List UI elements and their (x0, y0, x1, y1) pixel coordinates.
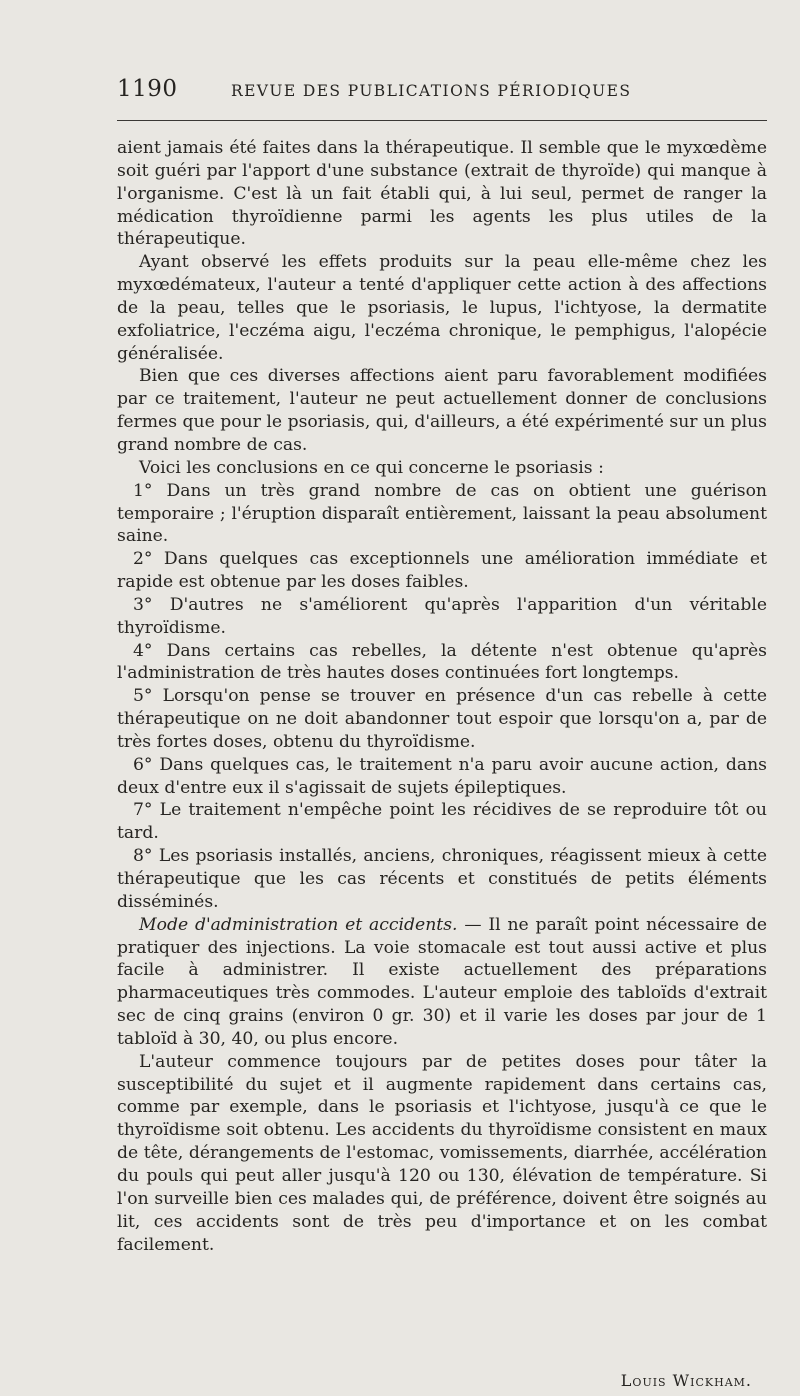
page-number: 1190 (117, 76, 178, 102)
conclusion-3: 3° D'autres ne s'améliorent qu'après l'apparition d'un véritable thyroïdisme. (117, 594, 767, 638)
article-body (117, 137, 767, 1256)
conclusion-6: 6° Dans quelques cas, le traitement n'a paru avoir aucune action, dans deux d'entre eux il s'agissait de sujets épileptiques. (117, 754, 767, 798)
header-rule (117, 120, 767, 121)
administration-text: — Il ne paraît point nécessaire de pratiquer des injections. La voie stomacale est tout aussi active et plus facile à administrer. Il existe actuellement des préparations pharmaceutiques très commodes. L'auteur emploie des tabloïds d'extrait sec de cinq grains (environ 0 gr. 30) et il varie les doses par jour de 1 tabloïd à 30, 40, ou plus encore. (117, 914, 767, 1049)
paragraph-2: Ayant observé les effets produits sur la peau elle-même chez les myxœdémateux, l'auteur a tenté d'appliquer cette action à des affections de la peau, telles que le psoriasis, le lupus, l'ichtyose, la dermatite exfoliatrice, l'eczéma aigu, l'eczéma chronique, le pemphigus, l'alopécie généralisée. (117, 252, 767, 364)
conclusion-1: 1° Dans un très grand nombre de cas on obtient une guérison temporaire ; l'éruption disparaît entièrement, laissant la peau absolument saine. (117, 480, 767, 547)
conclusion-8: 8° Les psoriasis installés, anciens, chroniques, réagissent mieux à cette thérapeutique que les cas récents et constitués de petits éléments disséminés. (117, 846, 767, 912)
paragraph-3: Bien que ces diverses affections aient paru favorablement modifiées par ce traitement, l'auteur ne peut actuellement donner de conclusions fermes que pour le psoriasis, qui, d'ailleurs, a été expérimenté sur un plus grand nombre de cas. (117, 366, 767, 455)
running-head: REVUE DES PUBLICATIONS PÉRIODIQUES (231, 82, 632, 100)
paragraph-4: Voici les conclusions en ce qui concerne le psoriasis : (139, 457, 604, 478)
conclusion-4: 4° Dans certains cas rebelles, la détente n'est obtenue qu'après l'administration de très hautes doses continuées fort longtemps. (117, 640, 767, 684)
conclusion-5: 5° Lorsqu'on pense se trouver en présence d'un cas rebelle à cette thérapeutique on ne doit abandonner tout espoir que lorsqu'on a, par de très fortes doses, obtenu du thyroïdisme. (117, 686, 767, 752)
conclusion-2: 2° Dans quelques cas exceptionnels une amélioration immédiate et rapide est obtenue par les doses faibles. (117, 549, 767, 593)
author-signature: Louis Wickham. (620, 1371, 752, 1390)
section-heading: Mode d'administration et accidents. (139, 914, 458, 935)
conclusion-7: 7° Le traitement n'empêche point les récidives de se reproduire tôt ou tard. (117, 800, 767, 844)
paragraph-1: aient jamais été faites dans la thérapeutique. Il semble que le myxœdème soit guéri par l'apport d'une substance (extrait de thyroïde) qui manque à l'organisme. C'est là un fait établi qui, à lui seul, permet de ranger la médication thyroïdienne parmi les agents les plus utiles de la thérapeutique. (117, 138, 767, 250)
page-header (117, 76, 767, 106)
paragraph-administration (117, 914, 767, 1051)
paragraph-6: L'auteur commence toujours par de petites doses pour tâter la susceptibilité du sujet et il augmente rapidement dans certains cas, comme par exemple, dans le psoriasis et l'ichtyose, jusqu'à ce que le thyroïdisme soit obtenu. Les accidents du thyroïdisme consistent en maux de tête, dérangements de l'estomac, vomissements, diarrhée, accélération du pouls qui peut aller jusqu'à 120 ou 130, élévation de température. Si l'on surveille bien ces malades qui, de préférence, doivent être soignés au lit, ces accidents sont de très peu d'importance et on les combat facilement. (117, 1051, 767, 1255)
